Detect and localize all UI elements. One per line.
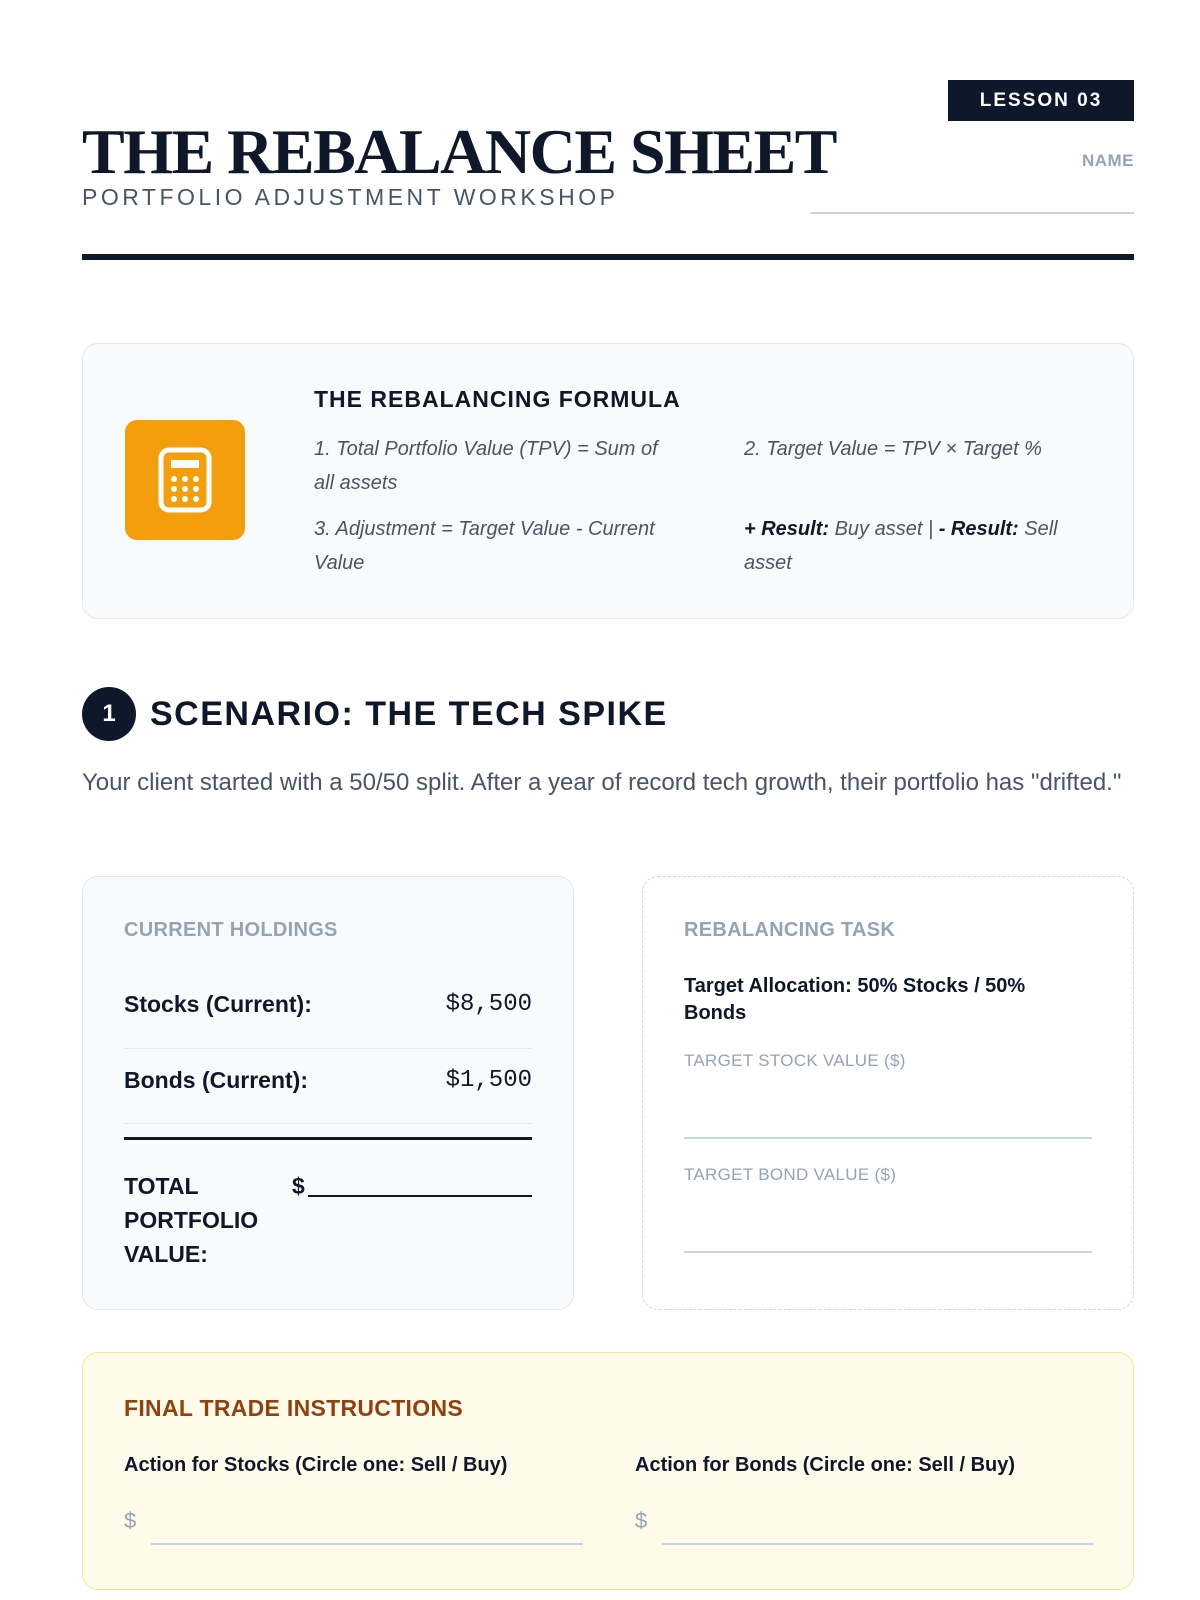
target-stock-value-label: TARGET STOCK VALUE ($) [684,1051,906,1070]
bonds-trade-amount-field[interactable] [662,1543,1094,1545]
holdings-label: CURRENT HOLDINGS [124,919,338,941]
scenario-title: SCENARIO: THE TECH SPIKE [150,695,668,733]
name-label: NAME [1081,151,1134,170]
plus-result-text: Buy asset | [829,518,939,540]
target-allocation: Target Allocation: 50% Stocks / 50% Bonds [684,975,1026,1024]
target-stock-value-field[interactable] [684,1137,1092,1139]
stocks-currency-prefix: $ [124,1508,137,1533]
page-subtitle: PORTFOLIO ADJUSTMENT WORKSHOP [82,184,619,210]
total-portfolio-label: TOTAL PORTFOLIO VALUE: [124,1173,259,1267]
scenario-description: Your client started with a 50/50 split. After a year of record tech growth, their portfolio has "drifted." [82,769,1122,796]
calculator-icon-tile [125,420,245,540]
formula-step-3: 3. Adjustment = Target Value - Current Value [314,518,655,574]
plus-result-label: + Result: [744,518,830,540]
bonds-action-label: Action for Bonds (Circle one: Sell / Buy) [635,1454,1016,1476]
final-trade-card [82,1352,1134,1590]
holding-value: $1,500 [445,1067,532,1094]
holding-row-stocks [124,973,532,1049]
total-portfolio-blank[interactable] [308,1195,532,1197]
holding-value: $8,500 [445,991,532,1018]
task-label: REBALANCING TASK [684,919,896,941]
current-holdings-card [82,876,574,1310]
calculator-icon [158,447,212,513]
total-currency-prefix: $ [292,1173,305,1199]
formula-step-1: 1. Total Portfolio Value (TPV) = Sum of all assets [314,438,658,494]
formula-result-rule [744,512,1104,580]
formula-card [82,343,1134,619]
formula-step-2: 2. Target Value = TPV × Target % [744,438,1042,460]
rebalancing-task-card [642,876,1134,1310]
stocks-trade-amount-field[interactable] [151,1543,583,1545]
holding-row-bonds [124,1049,532,1124]
stocks-action-label: Action for Stocks (Circle one: Sell / Buy) [124,1454,508,1476]
formula-title: THE REBALANCING FORMULA [314,386,681,412]
name-field-line[interactable] [810,212,1134,214]
holding-name: Stocks (Current): [124,991,312,1017]
header-divider [82,254,1134,260]
scenario-number-badge: 1 [82,687,136,741]
page-title: THE REBALANCE SHEET [82,116,836,187]
worksheet-page [82,0,1134,1600]
minus-result-label: - Result: [938,518,1019,540]
lesson-badge: LESSON 03 [948,80,1134,121]
minus-result-text: Sell asset [744,518,1058,574]
target-bond-value-field[interactable] [684,1251,1092,1253]
total-divider [124,1137,532,1140]
bonds-currency-prefix: $ [635,1508,648,1533]
holding-name: Bonds (Current): [124,1067,308,1093]
target-bond-value-label: TARGET BOND VALUE ($) [684,1165,897,1184]
trade-title: FINAL TRADE INSTRUCTIONS [124,1395,463,1421]
